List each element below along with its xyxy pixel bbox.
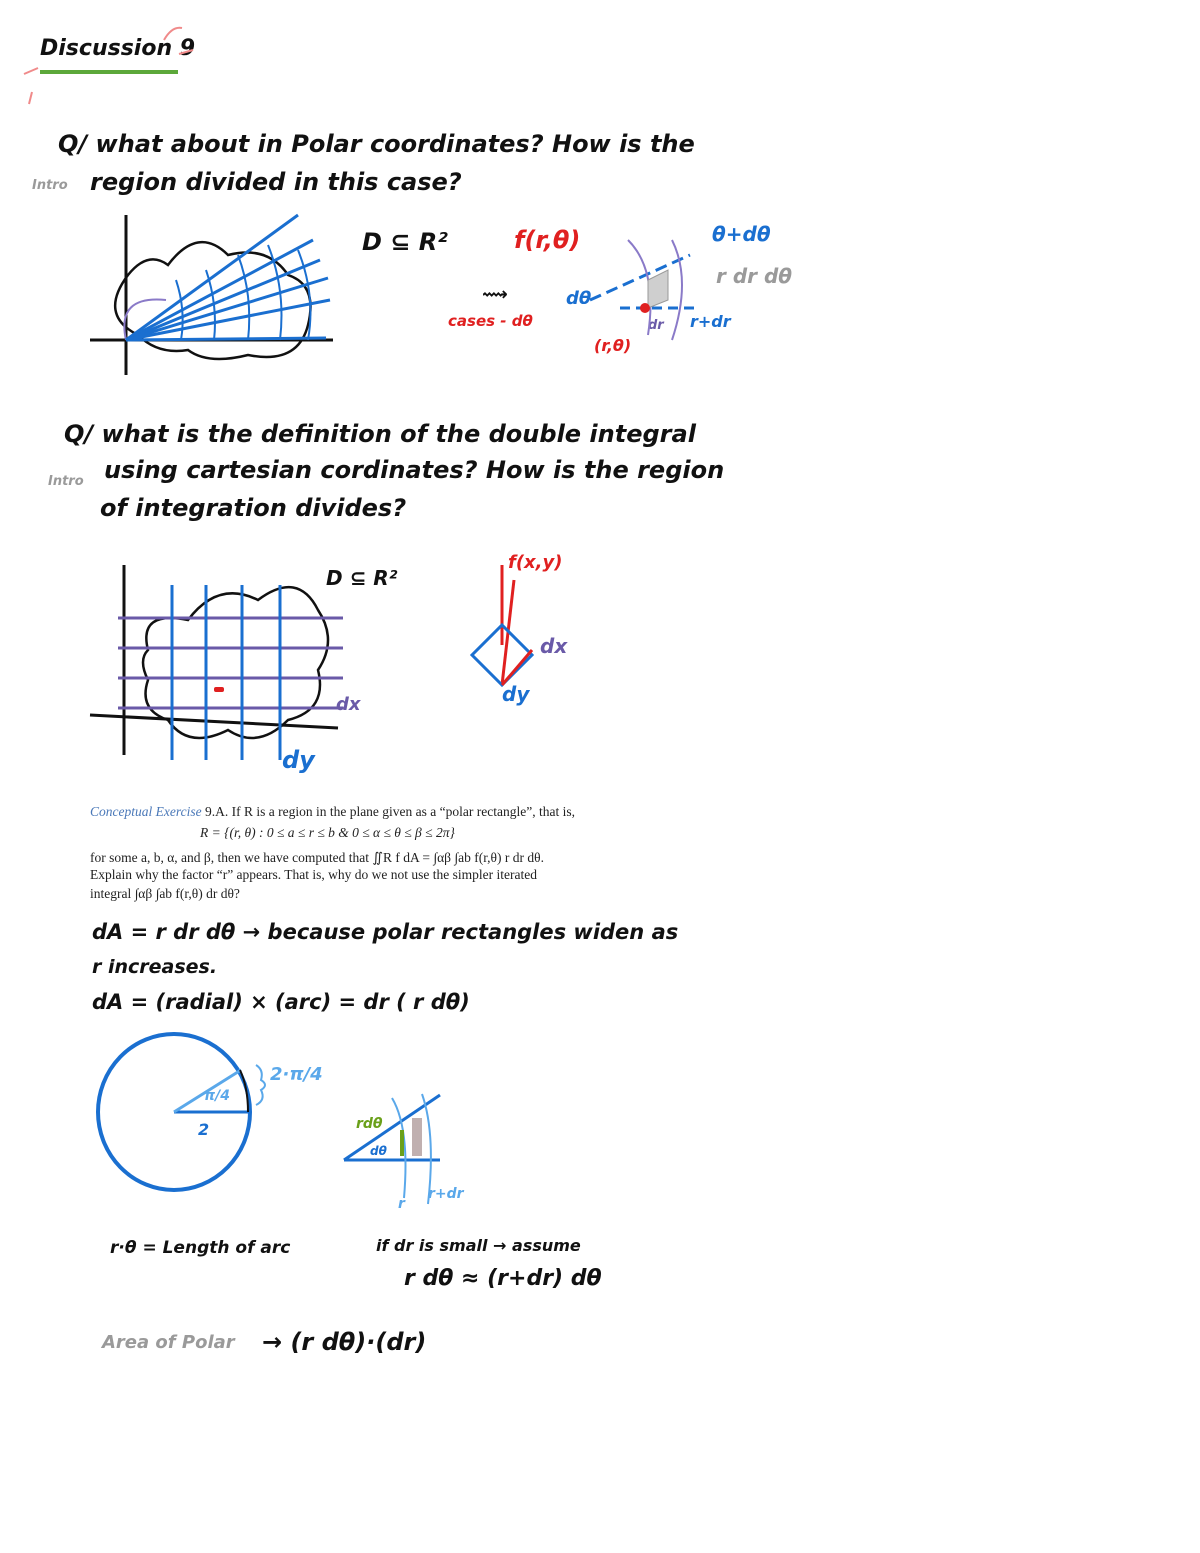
exercise-line1-text: 9.A. If R is a region in the plane given as a “polar rectangle”, that is, [201,804,575,819]
sector-r-plus-dr: r+dr [428,1186,464,1202]
q2-line2: using cartesian cordinates? How is the region [104,456,725,484]
q1-dr-label: dr [648,318,664,333]
q1-arrow: ⟿ [482,284,508,305]
q1-line1: Q/ what about in Polar coordinates? How is the [58,130,695,158]
small-dr-note: if dr is small → assume [376,1236,581,1255]
area-formula: → (r dθ)·(dr) [262,1328,427,1356]
arc-length-note: r·θ = Length of arc [110,1238,291,1258]
q1-r-dr-dtheta: r dr dθ [716,264,793,288]
q2-function: f(x,y) [508,552,563,573]
exercise-line2: R = {(r, θ) : 0 ≤ a ≤ r ≤ b & 0 ≤ α ≤ θ ≤ β ≤ 2π} [200,825,455,840]
exercise-label: Conceptual Exercise [90,804,202,819]
exercise-line1 [90,804,575,820]
exercise-line3: for some a, b, α, and β, then we have computed that ∬R f dA = ∫αβ ∫ab f(r,θ) r dr dθ. [90,850,544,865]
q1-dtheta-label: dθ [566,288,592,309]
q1-margin-note: Intro [32,178,68,193]
q2-line3: of integration divides? [100,494,407,522]
answer-line2: r increases. [92,956,218,978]
q2-dy-on-grid: dy [282,746,315,774]
polar-region-diagram [88,210,348,380]
circle-radius-label: 2 [198,1120,210,1139]
q2-margin-note: Intro [48,474,84,489]
q1-function: f(r,θ) [514,226,581,254]
q1-r-plus-dr: r+dr [690,312,731,331]
circle-arc-label: 2·π/4 [270,1064,323,1085]
area-label: Area of Polar [102,1332,235,1353]
q2-dx-on-grid: dx [336,694,361,715]
circle-arc-diagram [96,1030,366,1190]
answer-line3: dA = (radial) × (arc) = dr ( r dθ) [92,990,470,1014]
decorative-sparkle-icon [14,12,194,102]
sector-rdtheta: rdθ [356,1116,383,1132]
sector-r: r [398,1196,405,1212]
q2-dy-label: dy [502,682,530,706]
answer-line1: dA = r dr dθ → because polar rectangles widen as [92,920,679,944]
q1-point-label: (r,θ) [594,336,632,355]
q1-arrow-label: cases - dθ [448,312,533,330]
q2-line1: Q/ what is the definition of the double integral [64,420,696,448]
q2-domain: D ⊆ R² [326,566,398,590]
q2-dx-label: dx [540,634,568,658]
cartesian-region-diagram [88,560,368,780]
circle-angle-label: π/4 [204,1088,230,1104]
approx-formula: r dθ ≈ (r+dr) dθ [404,1266,602,1291]
q1-theta-plus-dtheta: θ+dθ [712,222,771,246]
exercise-line5: integral ∫αβ ∫ab f(r,θ) dr dθ? [90,886,240,901]
sector-dtheta: dθ [370,1144,387,1158]
exercise-line4: Explain why the factor “r” appears. That is, why do we not use the simpler iterated [90,867,537,882]
polar-element-diagram [590,230,710,340]
page-title: Discussion 9 [40,36,196,61]
q1-domain: D ⊆ R² [362,228,448,256]
q1-line2: region divided in this case? [90,168,462,196]
